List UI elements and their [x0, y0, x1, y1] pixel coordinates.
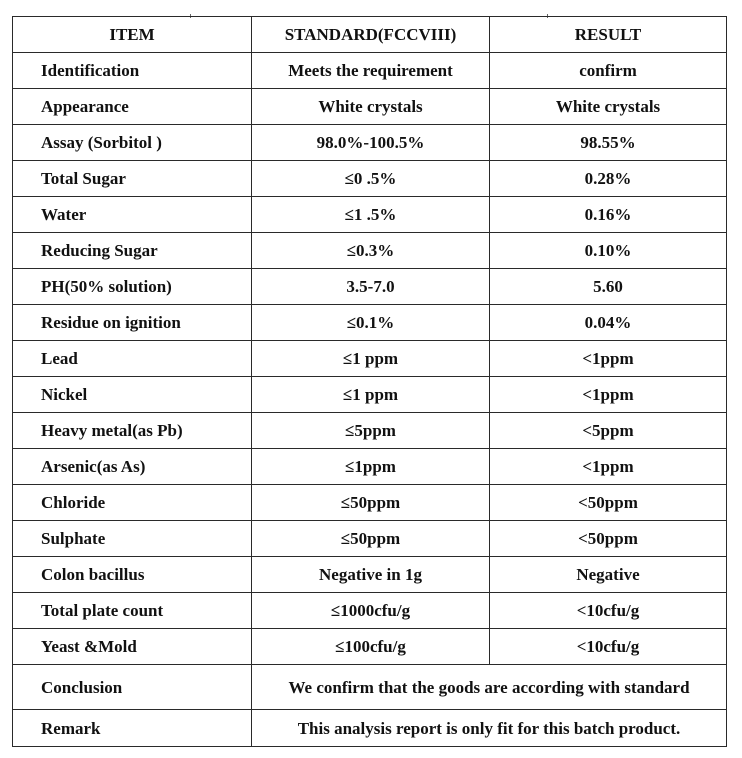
- remark-label: Remark: [13, 710, 252, 747]
- table-row: [13, 557, 727, 593]
- item-cell: Colon bacillus: [13, 557, 252, 593]
- item-cell: Total Sugar: [13, 161, 252, 197]
- table-row: [13, 521, 727, 557]
- standard-cell: ≤0 .5%: [252, 161, 490, 197]
- item-cell: Reducing Sugar: [13, 233, 252, 269]
- result-cell: Negative: [490, 557, 727, 593]
- standard-cell: ≤0.3%: [252, 233, 490, 269]
- result-cell: <10cfu/g: [490, 629, 727, 665]
- remark-row: [13, 710, 727, 747]
- table-row: [13, 413, 727, 449]
- remark-text: This analysis report is only fit for this batch product.: [252, 710, 727, 747]
- standard-cell: ≤100cfu/g: [252, 629, 490, 665]
- standard-cell: ≤50ppm: [252, 521, 490, 557]
- item-cell: Chloride: [13, 485, 252, 521]
- table-row: [13, 89, 727, 125]
- item-cell: Sulphate: [13, 521, 252, 557]
- item-cell: Identification: [13, 53, 252, 89]
- table-row: [13, 53, 727, 89]
- conclusion-row: [13, 665, 727, 710]
- standard-cell: ≤50ppm: [252, 485, 490, 521]
- item-cell: Lead: [13, 341, 252, 377]
- standard-cell: White crystals: [252, 89, 490, 125]
- result-cell: 0.28%: [490, 161, 727, 197]
- standard-cell: ≤1 ppm: [252, 377, 490, 413]
- table-row: [13, 377, 727, 413]
- conclusion-label: Conclusion: [13, 665, 252, 710]
- result-cell: confirm: [490, 53, 727, 89]
- result-cell: White crystals: [490, 89, 727, 125]
- result-cell: <1ppm: [490, 377, 727, 413]
- table-row: [13, 161, 727, 197]
- standard-cell: ≤5ppm: [252, 413, 490, 449]
- table-row: [13, 233, 727, 269]
- result-cell: 5.60: [490, 269, 727, 305]
- result-cell: <1ppm: [490, 449, 727, 485]
- analysis-report: [12, 16, 726, 750]
- table-row: [13, 341, 727, 377]
- result-cell: 0.10%: [490, 233, 727, 269]
- header-standard: STANDARD(FCCVIII): [252, 17, 490, 53]
- table-body: [13, 53, 727, 747]
- result-cell: <1ppm: [490, 341, 727, 377]
- item-cell: Yeast &Mold: [13, 629, 252, 665]
- table-row: [13, 125, 727, 161]
- standard-cell: Negative in 1g: [252, 557, 490, 593]
- result-cell: <5ppm: [490, 413, 727, 449]
- standard-cell: Meets the requirement: [252, 53, 490, 89]
- conclusion-text: We confirm that the goods are according with standard: [252, 665, 727, 710]
- standard-cell: ≤0.1%: [252, 305, 490, 341]
- item-cell: Arsenic(as As): [13, 449, 252, 485]
- standard-cell: ≤1ppm: [252, 449, 490, 485]
- item-cell: Nickel: [13, 377, 252, 413]
- standard-cell: 3.5-7.0: [252, 269, 490, 305]
- header-item: ITEM: [13, 17, 252, 53]
- table-row: [13, 269, 727, 305]
- item-cell: Water: [13, 197, 252, 233]
- table-row: [13, 629, 727, 665]
- result-cell: <10cfu/g: [490, 593, 727, 629]
- table-row: [13, 305, 727, 341]
- table-row: [13, 197, 727, 233]
- item-cell: PH(50% solution): [13, 269, 252, 305]
- item-cell: Heavy metal(as Pb): [13, 413, 252, 449]
- standard-cell: ≤1 .5%: [252, 197, 490, 233]
- result-cell: <50ppm: [490, 485, 727, 521]
- table-row: [13, 485, 727, 521]
- item-cell: Residue on ignition: [13, 305, 252, 341]
- result-cell: 0.04%: [490, 305, 727, 341]
- header-row: [13, 17, 727, 53]
- header-result: RESULT: [490, 17, 727, 53]
- item-cell: Total plate count: [13, 593, 252, 629]
- table-row: [13, 449, 727, 485]
- result-cell: 0.16%: [490, 197, 727, 233]
- result-cell: <50ppm: [490, 521, 727, 557]
- item-cell: Assay (Sorbitol ): [13, 125, 252, 161]
- table-row: [13, 593, 727, 629]
- standard-cell: ≤1 ppm: [252, 341, 490, 377]
- item-cell: Appearance: [13, 89, 252, 125]
- result-cell: 98.55%: [490, 125, 727, 161]
- standard-cell: 98.0%-100.5%: [252, 125, 490, 161]
- specification-table: [12, 16, 727, 747]
- standard-cell: ≤1000cfu/g: [252, 593, 490, 629]
